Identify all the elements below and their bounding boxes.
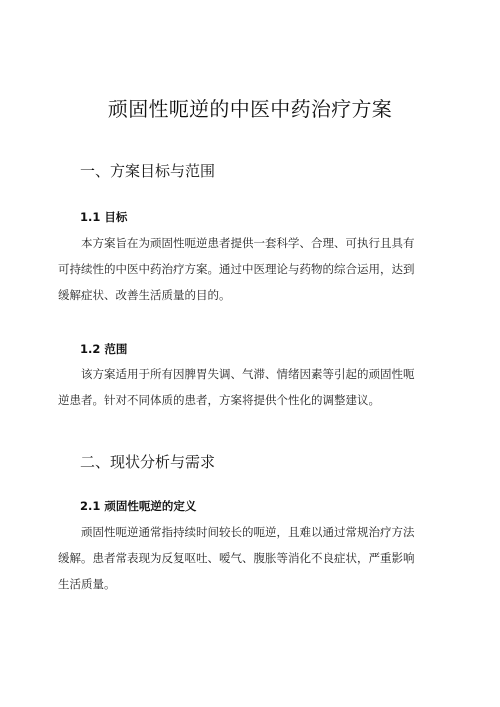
paragraph-line: 生活质量。 [58, 577, 116, 591]
section-heading-2: 二、现状分析与需求 [80, 453, 216, 471]
paragraph-line: 逆患者。针对不同体质的患者，方案将提供个性化的调整建议。 [58, 393, 380, 407]
section-heading-1: 一、方案目标与范围 [80, 162, 216, 180]
paragraph-line: 缓解。患者常表现为反复呕吐、嗳气、腹胀等消化不良症状，严重影响 [58, 551, 415, 565]
paragraph-line: 可持续性的中医中药治疗方案。通过中医理论与药物的综合运用，达到 [58, 262, 415, 276]
paragraph-line: 缓解症状、改善生活质量的目的。 [58, 288, 231, 302]
paragraph-scope [58, 361, 442, 413]
subsection-heading-1-1: 1.1 目标 [80, 210, 128, 224]
paragraph-line: 本方案旨在为顽固性呃逆患者提供一套科学、合理、可执行且具有 [81, 236, 415, 250]
paragraph-line: 顽固性呃逆通常指持续时间较长的呃逆，且难以通过常规治疗方法 [81, 525, 415, 539]
document-title: 顽固性呃逆的中医中药治疗方案 [107, 97, 393, 121]
paragraph-definition [58, 519, 442, 597]
subsection-heading-1-2: 1.2 范围 [80, 342, 128, 356]
paragraph-goal [58, 230, 442, 308]
subsection-heading-2-1: 2.1 顽固性呃逆的定义 [80, 499, 197, 513]
paragraph-line: 该方案适用于所有因脾胃失调、气滞、情绪因素等引起的顽固性呃 [81, 367, 415, 381]
